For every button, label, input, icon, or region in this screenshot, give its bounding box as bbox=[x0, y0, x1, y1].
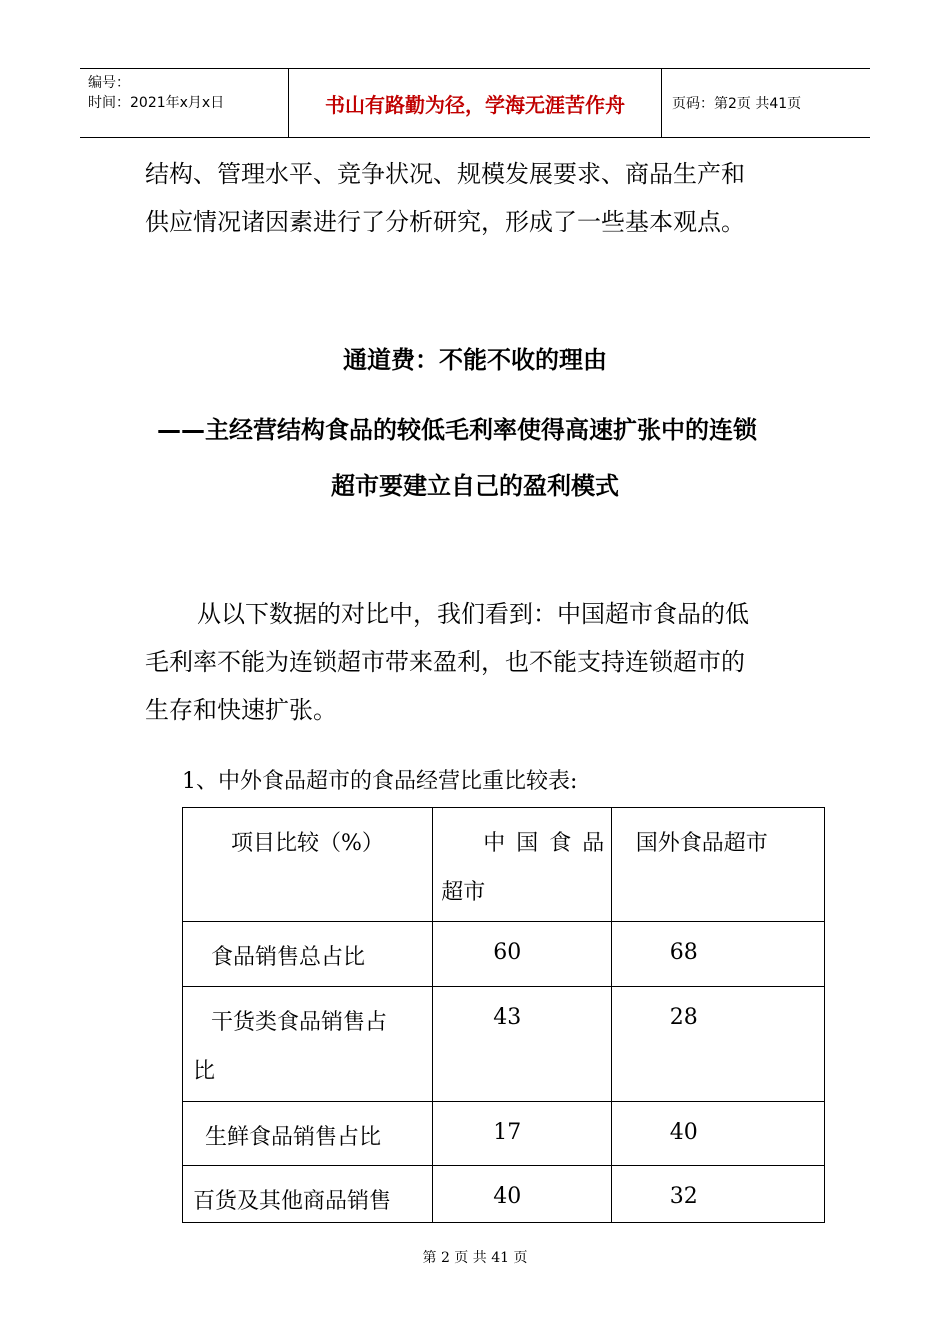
header-motto: 书山有路勤为径，学海无涯苦作舟 bbox=[289, 69, 662, 137]
text-line: 供应情况诸因素进行了分析研究，形成了一些基本观点。 bbox=[145, 208, 745, 236]
row-label: 百货及其他商品销售 bbox=[193, 1189, 392, 1214]
row-value-cell bbox=[611, 922, 824, 987]
row-label: 干货类食品销售占 bbox=[211, 1010, 388, 1035]
row-value-cell bbox=[611, 1166, 824, 1223]
header-item-label: 项目比较（%） bbox=[231, 831, 384, 856]
header-number-label: 编号： bbox=[88, 75, 130, 91]
table-header-row bbox=[183, 808, 825, 922]
table-row bbox=[183, 987, 825, 1102]
china-value: 60 bbox=[493, 940, 522, 965]
header-meta bbox=[80, 69, 289, 137]
row-label: 食品销售总占比 bbox=[211, 945, 366, 970]
header-china-line1: 中 国 食 品 bbox=[483, 831, 607, 856]
row-value-cell bbox=[433, 987, 611, 1102]
row-label-cell bbox=[183, 1166, 433, 1223]
row-label-cell bbox=[183, 922, 433, 987]
table-caption: 1、中外食品超市的食品经营比重比较表: bbox=[182, 769, 578, 794]
text-line: 结构、管理水平、竞争状况、规模发展要求、商品生产和 bbox=[145, 160, 745, 188]
foreign-value: 40 bbox=[669, 1120, 698, 1145]
header-cell bbox=[611, 808, 824, 922]
foreign-value: 28 bbox=[669, 1005, 698, 1030]
row-label-line2: 比 bbox=[193, 1059, 216, 1084]
table-row bbox=[183, 1102, 825, 1166]
data-paragraph-cont bbox=[145, 638, 815, 734]
data-paragraph bbox=[145, 590, 815, 638]
intro-paragraph bbox=[145, 150, 815, 246]
row-value-cell bbox=[433, 1102, 611, 1166]
row-value-cell bbox=[611, 987, 824, 1102]
row-label: 生鲜食品销售占比 bbox=[205, 1125, 382, 1150]
header-time-label: 时间：2021年x月x日 bbox=[88, 95, 225, 111]
section-title: 通道费：不能不收的理由 bbox=[343, 346, 607, 374]
header-cell bbox=[433, 808, 611, 922]
china-value: 17 bbox=[493, 1120, 522, 1145]
row-value-cell bbox=[433, 1166, 611, 1223]
text-line: 从以下数据的对比中，我们看到：中国超市食品的低 bbox=[197, 600, 749, 628]
table-row bbox=[183, 922, 825, 987]
china-value: 43 bbox=[493, 1005, 522, 1030]
page-footer: 第 2 页 共 41 页 bbox=[422, 1250, 528, 1266]
comparison-table bbox=[182, 807, 825, 1223]
header-cell bbox=[183, 808, 433, 922]
text-line: 生存和快速扩张。 bbox=[145, 696, 337, 724]
page-header bbox=[80, 68, 870, 138]
section-subtitle-line2: 超市要建立自己的盈利模式 bbox=[331, 472, 619, 500]
row-label-cell bbox=[183, 1102, 433, 1166]
foreign-value: 68 bbox=[669, 940, 698, 965]
table-row bbox=[183, 1166, 825, 1223]
text-line: 毛利率不能为连锁超市带来盈利，也不能支持连锁超市的 bbox=[145, 648, 745, 676]
row-value-cell bbox=[433, 922, 611, 987]
header-foreign: 国外食品超市 bbox=[635, 831, 768, 856]
row-label-cell bbox=[183, 987, 433, 1102]
foreign-value: 32 bbox=[669, 1184, 698, 1209]
header-page-info: 页码：第2页 共41页 bbox=[672, 96, 802, 112]
china-value: 40 bbox=[493, 1184, 522, 1209]
header-china-line2: 超市 bbox=[441, 880, 486, 905]
row-value-cell bbox=[611, 1102, 824, 1166]
section-subtitle-line1: ——主经营结构食品的较低毛利率使得高速扩张中的连锁 bbox=[157, 416, 757, 444]
